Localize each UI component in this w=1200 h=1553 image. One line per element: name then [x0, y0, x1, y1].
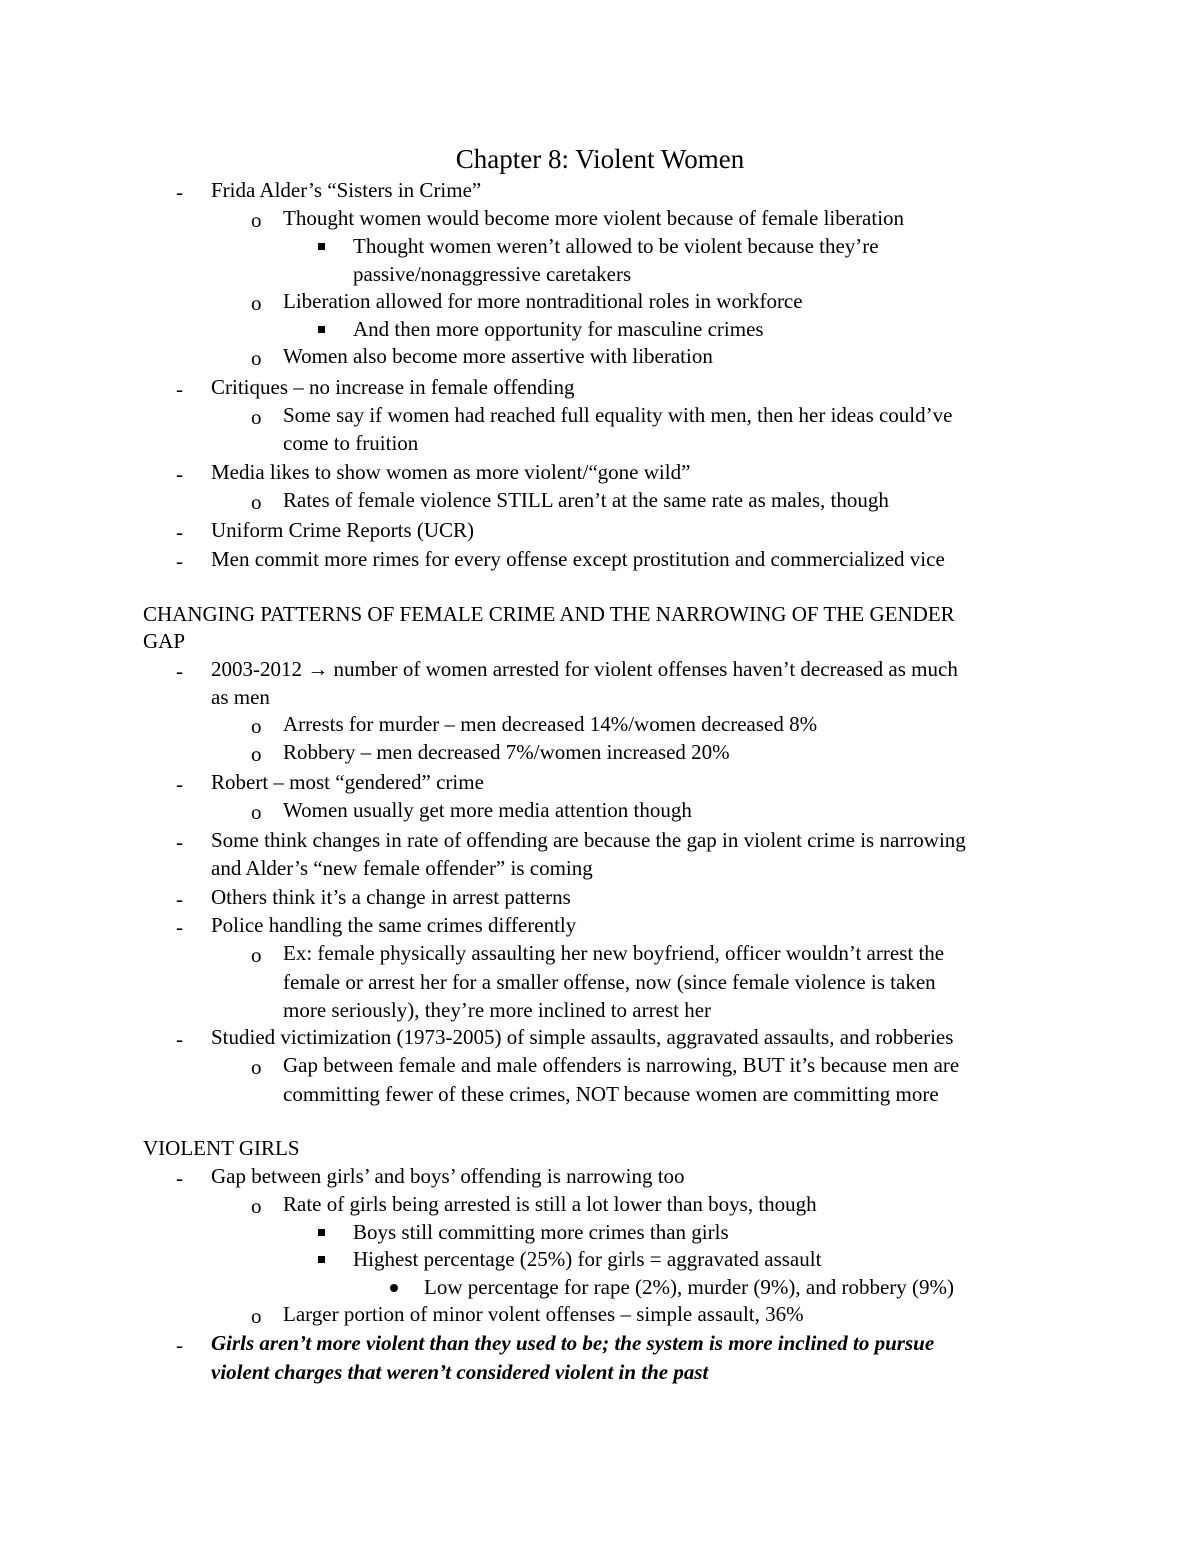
- sub-bullet-text: Thought women would become more violent because of female liberation: [283, 206, 905, 230]
- sub-sub-bullet-text: And then more opportunity for masculine crimes: [353, 317, 764, 341]
- bullet-text: Media likes to show women as more violent/“gone wild”: [211, 460, 691, 484]
- bullet-text: Uniform Crime Reports (UCR): [211, 518, 475, 542]
- sub-bullet-text: Women also become more assertive with liberation: [283, 344, 713, 368]
- bullet-text: Robert – most “gendered” crime: [211, 770, 484, 794]
- circle-bullet: o: [251, 714, 262, 738]
- bullet-text: Critiques – no increase in female offending: [211, 375, 575, 399]
- dash-bullet: -: [176, 830, 183, 854]
- dash-bullet: -: [176, 1166, 183, 1190]
- bullet-text: Some think changes in rate of offending are because the gap in violent crime is narrowing: [211, 828, 966, 852]
- dash-bullet: -: [176, 549, 183, 573]
- dash-bullet: -: [176, 659, 183, 683]
- bullet-text: [211, 655, 958, 683]
- sub-bullet-text: Rate of girls being arrested is still a lot lower than boys, though: [283, 1192, 817, 1216]
- dash-bullet: -: [176, 520, 183, 544]
- circle-bullet: o: [251, 943, 262, 967]
- bullet-text-emphasis: Girls aren’t more violent than they used to be; the system is more inclined to pursue: [211, 1331, 935, 1355]
- circle-bullet: o: [251, 800, 262, 824]
- bullet-text: Men commit more rimes for every offense except prostitution and commercialized vice: [211, 547, 945, 571]
- sub-bullet-text: Gap between female and male offenders is narrowing, BUT it’s because men are: [283, 1053, 960, 1077]
- circle-bullet: o: [251, 346, 262, 370]
- square-bullet: [318, 1245, 325, 1273]
- level4-bullet-text: Low percentage for rape (2%), murder (9%), and robbery (9%): [424, 1275, 955, 1299]
- sub-bullet-text: Women usually get more media attention though: [283, 798, 692, 822]
- sub-sub-bullet-text-cont: passive/nonaggressive caretakers: [353, 262, 632, 286]
- sub-bullet-text-cont: committing fewer of these crimes, NOT because women are committing more: [283, 1082, 939, 1106]
- circle-bullet: o: [251, 1194, 262, 1218]
- square-bullet: [318, 1218, 325, 1246]
- sub-sub-bullet-text: Boys still committing more crimes than girls: [353, 1220, 729, 1244]
- sub-bullet-text: Larger portion of minor volent offenses – simple assault, 36%: [283, 1302, 804, 1326]
- dash-bullet: -: [176, 887, 183, 911]
- dash-bullet: -: [176, 1027, 183, 1051]
- sub-bullet-text: Some say if women had reached full equality with men, then her ideas could’ve: [283, 403, 953, 427]
- square-bullet: [318, 315, 325, 343]
- sub-bullet-text-cont: more seriously), they’re more inclined to arrest her: [283, 998, 712, 1022]
- bullet-text-rest: number of women arrested for violent offenses haven’t decreased as much: [333, 657, 958, 681]
- bullet-text: Frida Alder’s “Sisters in Crime”: [211, 178, 482, 202]
- section-heading-cont: GAP: [143, 629, 186, 653]
- sub-bullet-text: Arrests for murder – men decreased 14%/women decreased 8%: [283, 712, 818, 736]
- circle-bullet: o: [251, 405, 262, 429]
- circle-bullet: o: [251, 291, 262, 315]
- dash-bullet: -: [176, 180, 183, 204]
- bullet-text: Studied victimization (1973-2005) of simple assaults, aggravated assaults, and robberies: [211, 1025, 954, 1049]
- arrow-icon: →: [307, 657, 329, 681]
- circle-bullet: o: [251, 742, 262, 766]
- bullet-text: Police handling the same crimes differently: [211, 913, 577, 937]
- sub-bullet-text-cont: come to fruition: [283, 431, 419, 455]
- page-title: Chapter 8: Violent Women: [455, 144, 745, 174]
- bullet-text-years: 2003-2012: [211, 657, 302, 681]
- sub-bullet-text: Rates of female violence STILL aren’t at the same rate as males, though: [283, 488, 889, 512]
- sub-sub-bullet-text: Thought women weren’t allowed to be violent because they’re: [353, 234, 879, 258]
- sub-bullet-text: Robbery – men decreased 7%/women increased 20%: [283, 740, 730, 764]
- square-bullet: [318, 232, 325, 260]
- bullet-text-cont: and Alder’s “new female offender” is coming: [211, 856, 593, 880]
- circle-bullet: o: [251, 490, 262, 514]
- sub-bullet-text: Ex: female physically assaulting her new boyfriend, officer wouldn’t arrest the: [283, 941, 945, 965]
- circle-bullet: o: [251, 208, 262, 232]
- dash-bullet: -: [176, 377, 183, 401]
- sub-bullet-text: Liberation allowed for more nontraditional roles in workforce: [283, 289, 803, 313]
- circle-bullet: o: [251, 1055, 262, 1079]
- dash-bullet: -: [176, 915, 183, 939]
- bullet-text: Others think it’s a change in arrest patterns: [211, 885, 571, 909]
- sub-bullet-text-cont: female or arrest her for a smaller offense, now (since female violence is taken: [283, 970, 936, 994]
- bullet-text-cont: as men: [211, 685, 270, 709]
- section-heading: CHANGING PATTERNS OF FEMALE CRIME AND THE NARROWING OF THE GENDER: [143, 602, 955, 626]
- circle-bullet: o: [251, 1304, 262, 1328]
- section-heading: VIOLENT GIRLS: [143, 1136, 300, 1160]
- bullet-text-emphasis-cont: violent charges that weren’t considered violent in the past: [211, 1360, 709, 1384]
- bullet-text: Gap between girls’ and boys’ offending is narrowing too: [211, 1164, 685, 1188]
- dash-bullet: -: [176, 462, 183, 486]
- dash-bullet: -: [176, 1333, 183, 1357]
- dash-bullet: -: [176, 772, 183, 796]
- dot-bullet: [390, 1273, 398, 1301]
- sub-sub-bullet-text: Highest percentage (25%) for girls = aggravated assault: [353, 1247, 822, 1271]
